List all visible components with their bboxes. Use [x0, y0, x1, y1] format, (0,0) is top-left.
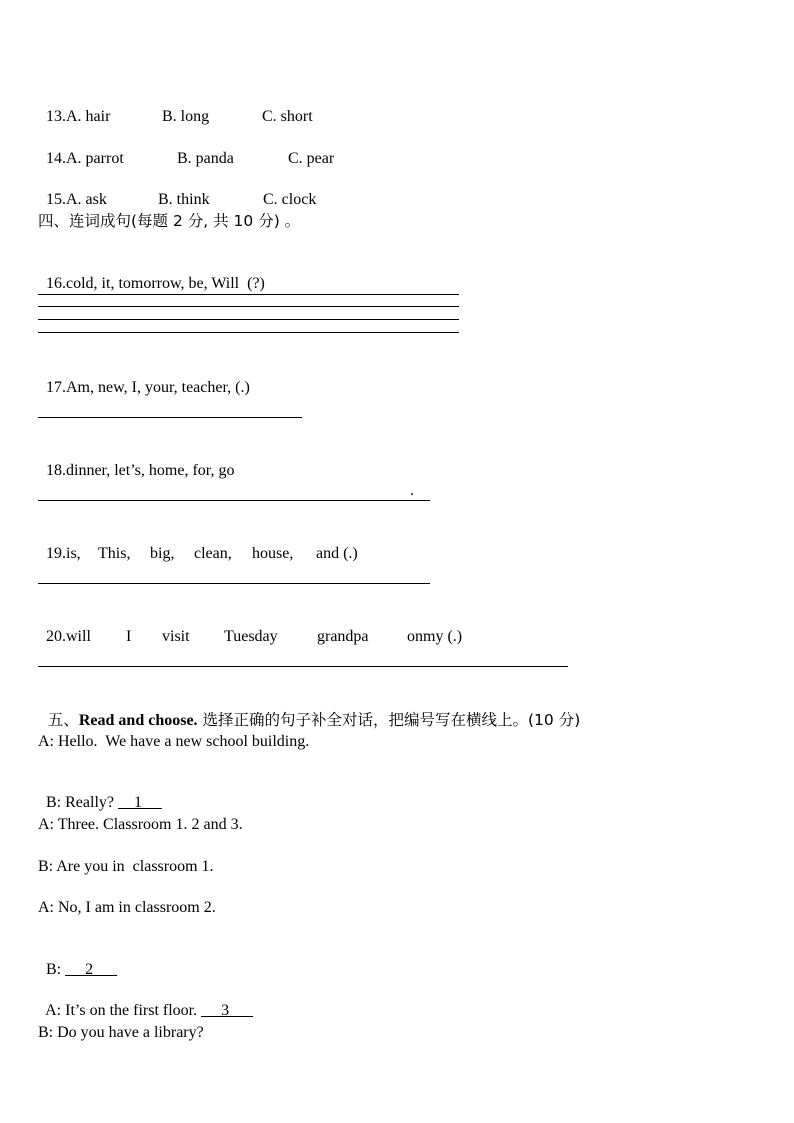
question-17: [38, 358, 250, 398]
dialogue-line: A: Three. Classroom 1. 2 and 3.: [38, 816, 243, 833]
word: clean,: [194, 545, 232, 562]
dialogue-line: [38, 773, 162, 813]
option-b: B. panda: [177, 150, 234, 167]
option-b: B. long: [162, 108, 210, 125]
question-number: 20.: [46, 628, 66, 645]
section-title: Read and choose.: [78, 712, 198, 729]
question-text: cold, it, tomorrow, be, Will (?): [66, 275, 265, 292]
option-c: C. short: [262, 108, 313, 125]
question-number: 13.: [46, 108, 66, 125]
dialogue-text: B: Really?: [46, 794, 118, 811]
question-number: 15.: [46, 191, 66, 208]
answer-blank-2[interactable]: 2: [65, 961, 118, 978]
answer-line[interactable]: [38, 319, 459, 320]
section-5-heading: [38, 690, 580, 731]
word: I: [126, 628, 132, 645]
dialogue-line: A: No, I am in classroom 2.: [38, 899, 216, 916]
word: visit: [162, 628, 190, 645]
question-20: [38, 607, 462, 647]
question-16: [38, 254, 265, 294]
question-number: 19.: [46, 545, 66, 562]
answer-line[interactable]: [38, 666, 568, 667]
answer-line[interactable]: [38, 294, 459, 295]
word: This,: [98, 545, 131, 562]
option-a: A. hair: [66, 108, 111, 125]
word: and (.): [316, 545, 358, 562]
option-row-15: [38, 170, 316, 210]
dialogue-line: B: Do you have a library?: [38, 1024, 204, 1041]
dialogue-line: [38, 981, 253, 1021]
question-number: 14.: [46, 150, 66, 167]
question-number: 17.: [46, 379, 66, 396]
option-row-13: [38, 87, 313, 127]
answer-line[interactable]: [38, 583, 430, 584]
option-a: A. parrot: [66, 150, 124, 167]
word: Tuesday: [224, 628, 278, 645]
answer-blank-1[interactable]: 1: [117, 794, 162, 811]
dialogue-text: B:: [46, 961, 66, 978]
option-a: A. ask: [66, 191, 107, 208]
dialogue-text: A: It’s on the first floor.: [45, 1002, 202, 1019]
option-c: C. clock: [263, 191, 317, 208]
answer-line[interactable]: [38, 500, 430, 501]
word: onmy (.): [407, 628, 463, 645]
question-19: [38, 524, 358, 564]
question-18: [38, 441, 234, 481]
option-b: B. think: [158, 191, 210, 208]
answer-blank-3[interactable]: 3: [201, 1002, 254, 1019]
question-number: 16.: [46, 275, 66, 292]
answer-period: .: [410, 482, 414, 499]
question-text: dinner, let’s, home, for, go: [66, 462, 235, 479]
question-text: Am, new, I, your, teacher, (.): [66, 379, 250, 396]
answer-line[interactable]: [38, 306, 459, 307]
word: big,: [150, 545, 175, 562]
option-row-14: [38, 129, 334, 169]
section-number: 五、: [47, 711, 79, 729]
answer-line[interactable]: [38, 332, 459, 333]
word: grandpa: [317, 628, 369, 645]
dialogue-line: A: Hello. We have a new school building.: [38, 733, 310, 750]
word: will: [66, 628, 91, 645]
dialogue-line: [38, 940, 117, 980]
section-instructions: 选择正确的句子补全对话，把编号写在横线上。(10 分): [197, 711, 581, 729]
option-c: C. pear: [288, 150, 335, 167]
dialogue-line: B: Are you in classroom 1.: [38, 858, 214, 875]
word: house,: [252, 545, 294, 562]
answer-line[interactable]: [38, 417, 302, 418]
word: is,: [66, 545, 81, 562]
section-4-heading: 四、连词成句(每题 2 分, 共 10 分) 。: [38, 212, 301, 230]
question-number: 18.: [46, 462, 66, 479]
